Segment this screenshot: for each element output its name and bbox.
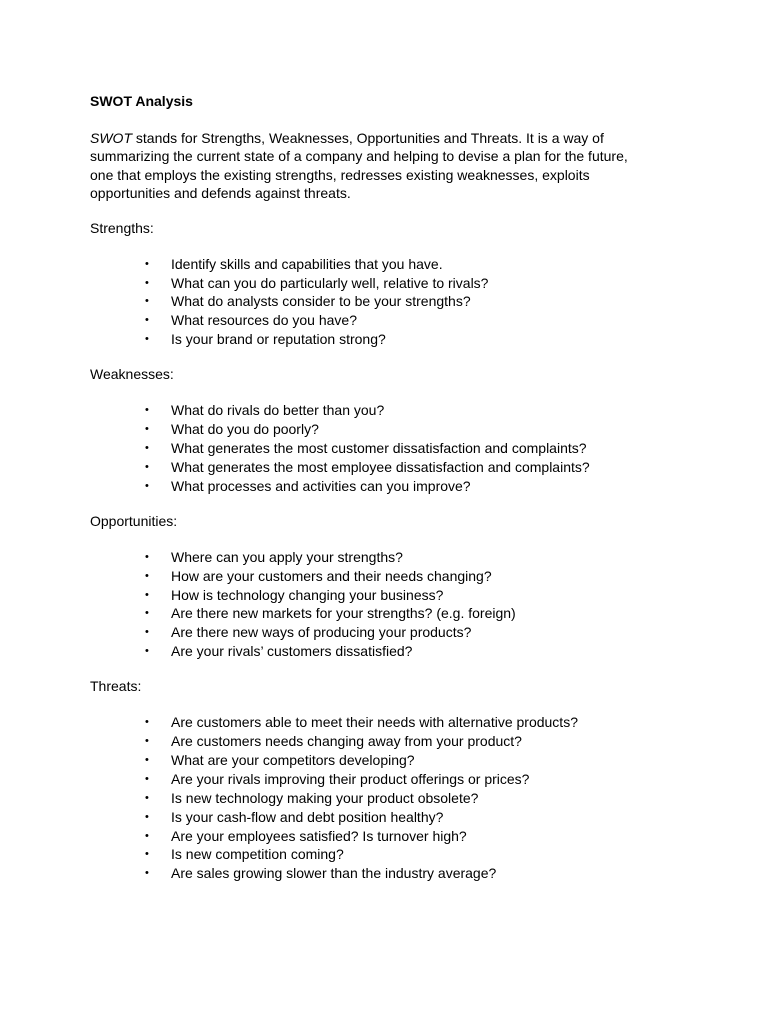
bullet-icon: • [145, 626, 149, 639]
bullet-icon: • [145, 588, 149, 601]
threats-heading: Threats: [90, 678, 142, 695]
intro-paragraph [90, 129, 708, 203]
bullet-icon: • [145, 460, 149, 473]
opportunities-heading: Opportunities: [90, 512, 178, 529]
bullet-icon: • [145, 791, 149, 804]
strengths-section [90, 219, 708, 350]
list-item-text: How is technology changing your business? [171, 586, 444, 603]
list-item-text: Are your rivals’ customers dissatisfied? [171, 643, 413, 660]
bullet-icon: • [145, 772, 149, 785]
bullet-icon: • [145, 423, 149, 436]
strengths-heading: Strengths: [90, 219, 154, 236]
list-item [90, 789, 708, 808]
list-item-text: What do you do poorly? [171, 421, 319, 438]
bullet-icon: • [145, 607, 149, 620]
bullet-icon: • [145, 550, 149, 563]
list-item-text: Are there new ways of producing your products? [171, 624, 472, 641]
list-item [90, 567, 708, 586]
bullet-icon: • [145, 441, 149, 454]
bullet-icon: • [145, 810, 149, 823]
list-item [90, 770, 708, 789]
list-item-text: Identify skills and capabilities that you have. [171, 255, 443, 272]
list-item [90, 713, 708, 732]
bullet-icon: • [145, 276, 149, 289]
bullet-icon: • [145, 257, 149, 270]
intro-line-3: one that employs the existing strengths, redresses existing weaknesses, exploits [90, 166, 590, 183]
bullet-icon: • [145, 404, 149, 417]
bullet-icon: • [145, 829, 149, 842]
list-item [90, 274, 708, 293]
list-item-text: Are sales growing slower than the industry average? [171, 865, 497, 882]
list-item-text: What generates the most employee dissatisfaction and complaints? [171, 458, 590, 475]
list-item [90, 808, 708, 827]
opportunities-section [90, 512, 708, 661]
bullet-icon: • [145, 735, 149, 748]
list-item [90, 330, 708, 349]
bullet-icon: • [145, 295, 149, 308]
list-item [90, 292, 708, 311]
bullet-icon: • [145, 645, 149, 658]
list-item [90, 401, 708, 420]
bullet-icon: • [145, 314, 149, 327]
list-item [90, 420, 708, 439]
list-item [90, 586, 708, 605]
list-item [90, 827, 708, 846]
list-item-text: Is new competition coming? [171, 846, 344, 863]
list-item-text: Where can you apply your strengths? [171, 548, 403, 565]
list-item [90, 548, 708, 567]
list-item-text: What generates the most customer dissatisfaction and complaints? [171, 439, 587, 456]
list-item-text: Are your employees satisfied? Is turnover high? [171, 827, 467, 844]
list-item-text: Is your cash-flow and debt position healthy? [171, 808, 444, 825]
bullet-icon: • [145, 569, 149, 582]
list-item [90, 477, 708, 496]
list-item [90, 864, 708, 883]
strengths-list [90, 255, 708, 350]
bullet-icon: • [145, 716, 149, 729]
bullet-icon: • [145, 753, 149, 766]
list-item [90, 732, 708, 751]
threats-list [90, 713, 708, 883]
list-item-text: What are your competitors developing? [171, 751, 415, 768]
intro-line-4: opportunities and defends against threats. [90, 185, 351, 202]
opportunities-list [90, 548, 708, 661]
bullet-icon: • [145, 479, 149, 492]
list-item [90, 255, 708, 274]
list-item-text: What resources do you have? [171, 312, 357, 329]
intro-line-1: stands for Strengths, Weaknesses, Opportunities and Threats. It is a way of [132, 130, 604, 146]
list-item [90, 604, 708, 623]
bullet-icon: • [145, 333, 149, 346]
list-item-text: Is your brand or reputation strong? [171, 331, 386, 348]
weaknesses-section [90, 365, 708, 496]
list-item-text: Is new technology making your product obsolete? [171, 789, 479, 806]
list-item [90, 439, 708, 458]
list-item-text: Are customers able to meet their needs with alternative products? [171, 714, 578, 731]
weaknesses-list [90, 401, 708, 496]
list-item-text: What can you do particularly well, relative to rivals? [171, 274, 489, 291]
weaknesses-heading: Weaknesses: [90, 366, 174, 383]
intro-term: SWOT [90, 130, 132, 146]
list-item-text: What processes and activities can you improve? [171, 477, 471, 494]
list-item [90, 845, 708, 864]
bullet-icon: • [145, 848, 149, 861]
intro-line-2: summarizing the current state of a company and helping to devise a plan for the future, [90, 148, 628, 165]
list-item-text: Are your rivals improving their product offerings or prices? [171, 770, 530, 787]
list-item-text: How are your customers and their needs changing? [171, 567, 492, 584]
document-title: SWOT Analysis [90, 93, 193, 109]
list-item [90, 311, 708, 330]
threats-section [90, 677, 708, 883]
list-item-text: What do analysts consider to be your strengths? [171, 293, 471, 310]
list-item [90, 458, 708, 477]
bullet-icon: • [145, 867, 149, 880]
list-item [90, 751, 708, 770]
list-item [90, 623, 708, 642]
list-item-text: Are customers needs changing away from your product? [171, 733, 522, 750]
list-item-text: What do rivals do better than you? [171, 402, 385, 419]
list-item [90, 642, 708, 661]
list-item-text: Are there new markets for your strengths? (e.g. foreign) [171, 605, 516, 622]
